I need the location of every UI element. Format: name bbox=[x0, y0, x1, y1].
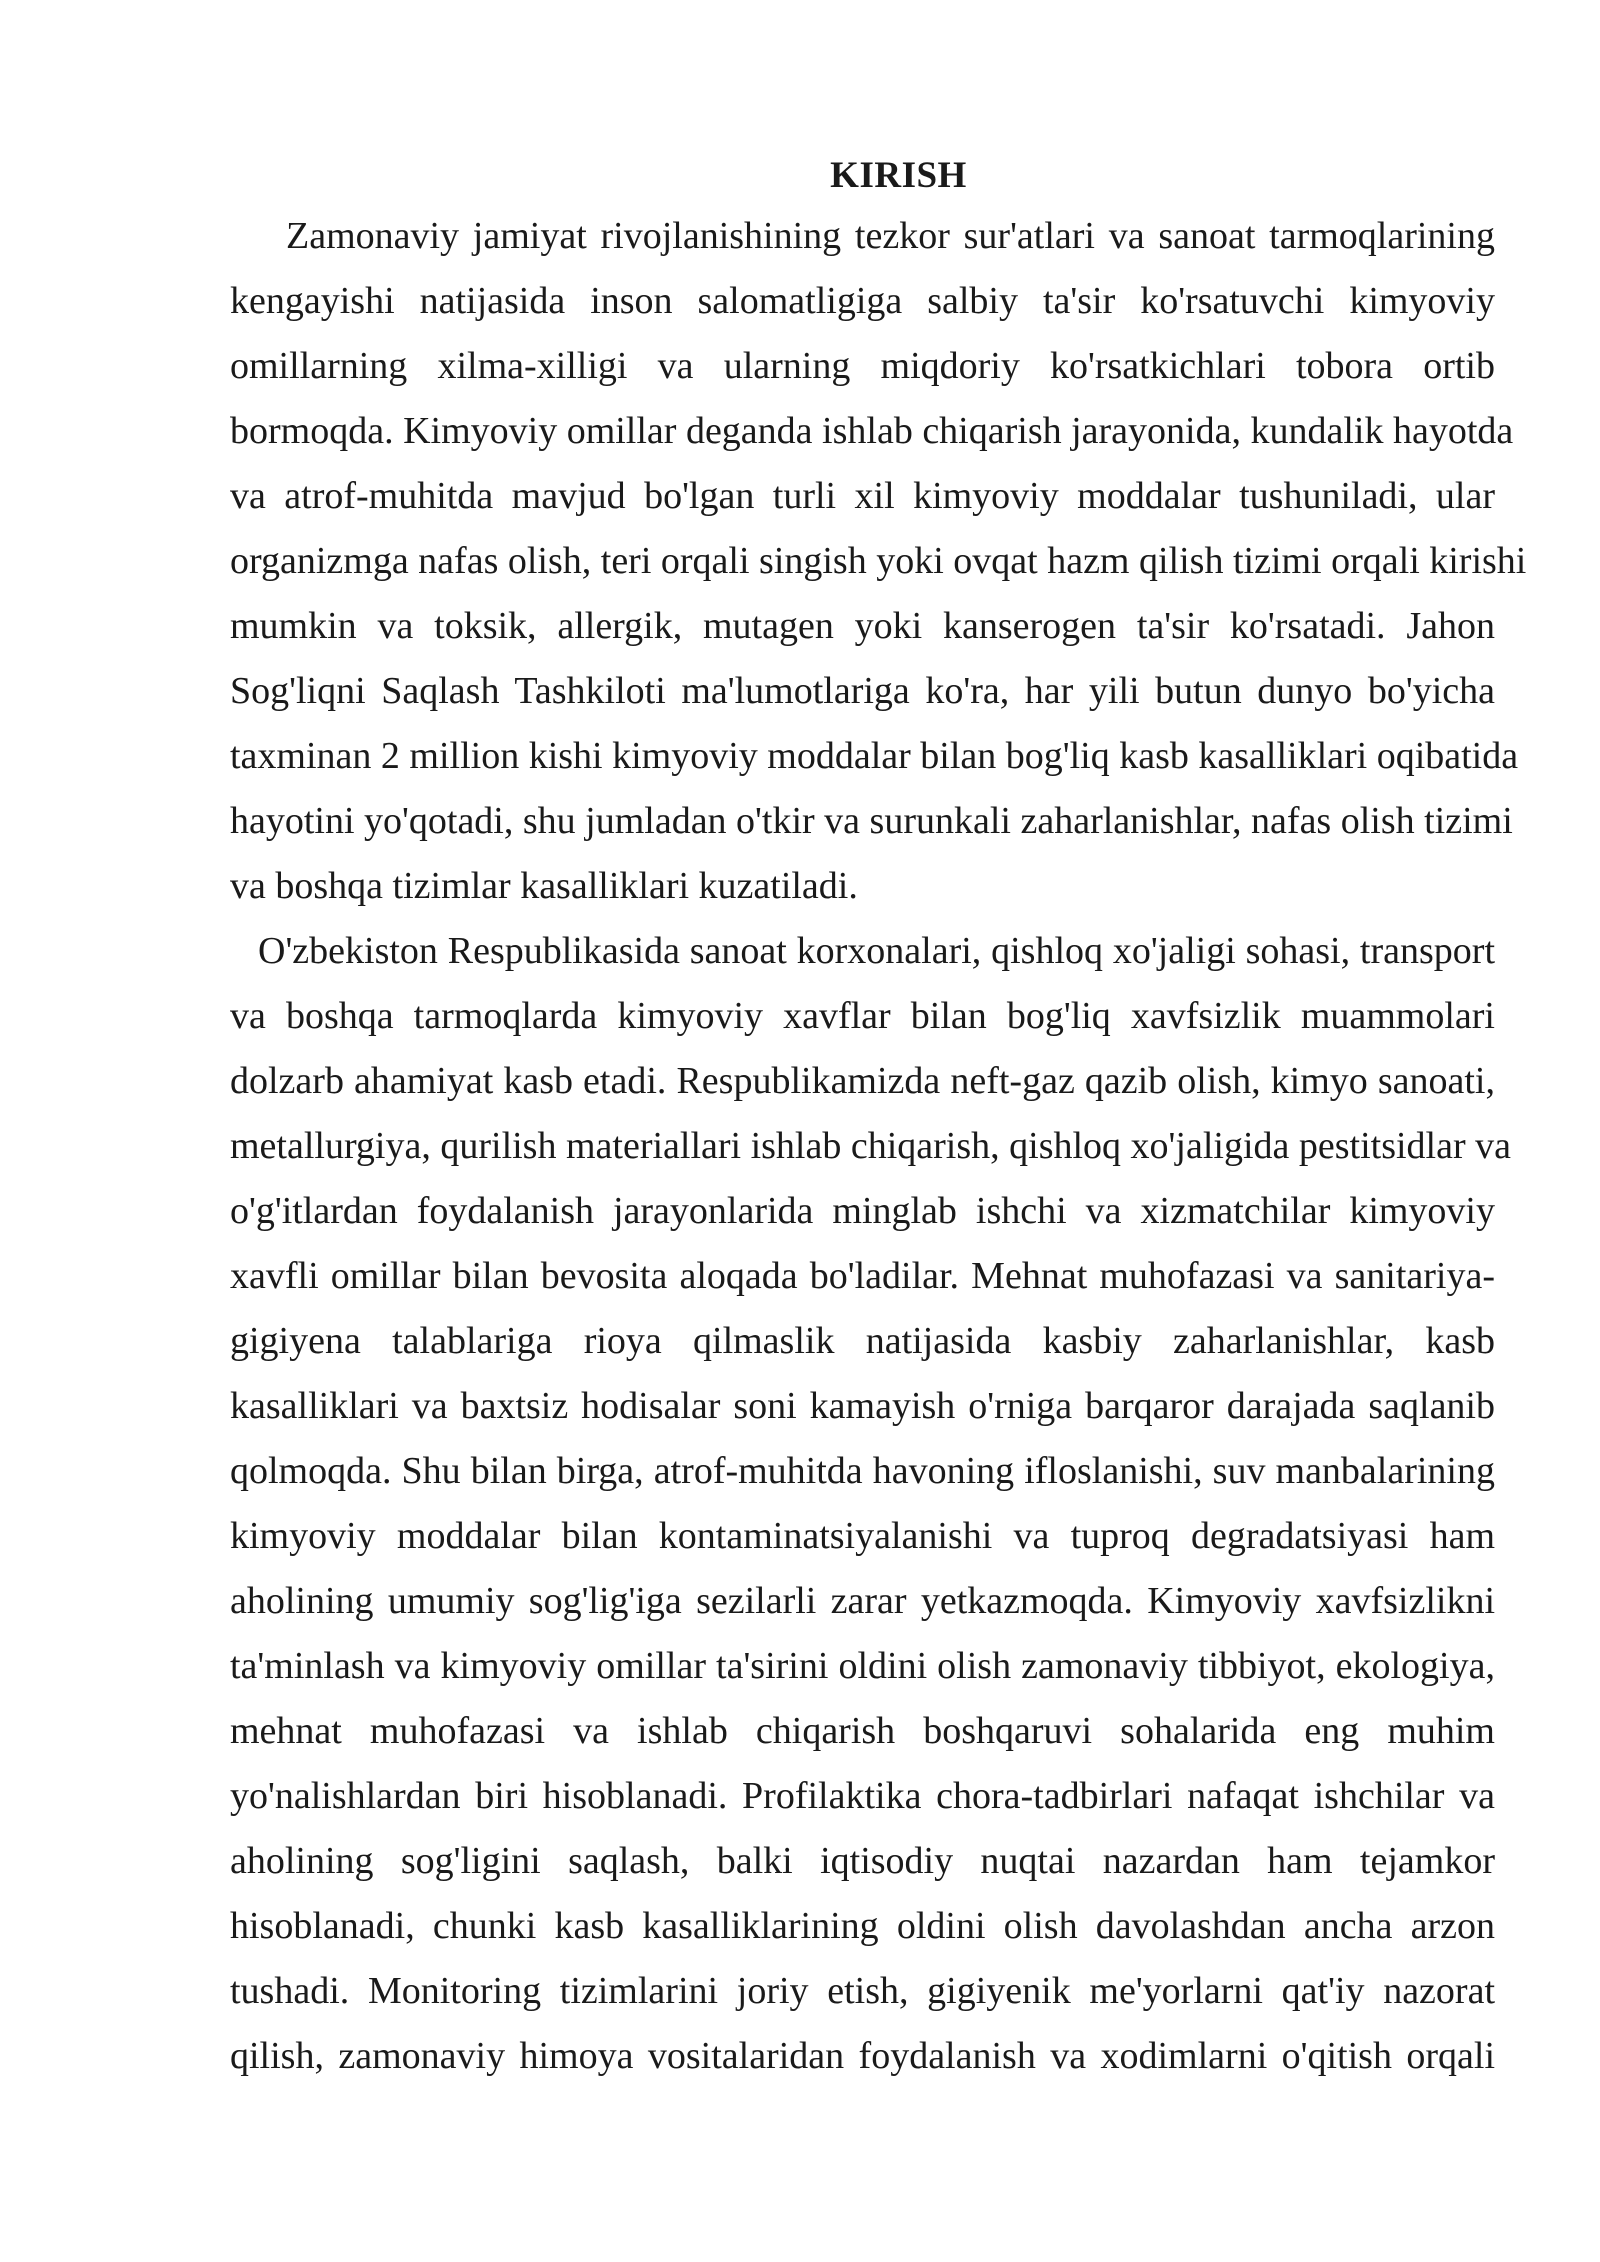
paragraph-line: o'g'itlardan foydalanish jarayonlarida minglab ishchi va xizmatchilar kimyoviy bbox=[230, 1190, 1495, 1232]
paragraph-line: hisoblanadi, chunki kasb kasalliklarining oldini olish davolashdan ancha arzon bbox=[230, 1905, 1495, 1947]
paragraph-line: organizmga nafas olish, teri orqali singish yoki ovqat hazm qilish tizimi orqali kirishi bbox=[230, 540, 1527, 582]
paragraph-line: gigiyena talablariga rioya qilmaslik natijasida kasbiy zaharlanishlar, kasb bbox=[230, 1320, 1495, 1362]
paragraph-line: qolmoqda. Shu bilan birga, atrof-muhitda havoning ifloslanishi, suv manbalarining bbox=[230, 1450, 1495, 1492]
paragraph-line: ta'minlash va kimyoviy omillar ta'sirini oldini olish zamonaviy tibbiyot, ekologiya, bbox=[230, 1645, 1495, 1687]
paragraph-line: metallurgiya, qurilish materiallari ishlab chiqarish, qishloq xo'jaligida pestitsidlar va bbox=[230, 1125, 1511, 1167]
paragraph-line: yo'nalishlardan biri hisoblanadi. Profilaktika chora-tadbirlari nafaqat ishchilar va bbox=[230, 1775, 1495, 1817]
paragraph-2 bbox=[230, 919, 1511, 2089]
paragraph-line: omillarning xilma-xilligi va ularning miqdoriy ko'rsatkichlari tobora ortib bbox=[230, 345, 1495, 387]
paragraph-1 bbox=[230, 204, 1527, 919]
paragraph-line: mumkin va toksik, allergik, mutagen yoki kanserogen ta'sir ko'rsatadi. Jahon bbox=[230, 605, 1495, 647]
paragraph-line: bormoqda. Kimyoviy omillar deganda ishlab chiqarish jarayonida, kundalik hayotda bbox=[230, 410, 1514, 452]
paragraph-line: aholining sog'ligini saqlash, balki iqtisodiy nuqtai nazardan ham tejamkor bbox=[230, 1840, 1495, 1882]
paragraph-line: tushadi. Monitoring tizimlarini joriy etish, gigiyenik me'yorlarni qat'iy nazorat bbox=[230, 1970, 1495, 2012]
document-body bbox=[230, 148, 1527, 2089]
paragraph-line: va boshqa tarmoqlarda kimyoviy xavflar bilan bog'liq xavfsizlik muammolari bbox=[230, 995, 1495, 1037]
page-title: KIRISH bbox=[830, 155, 967, 196]
paragraph-line: xavfli omillar bilan bevosita aloqada bo'ladilar. Mehnat muhofazasi va sanitariya- bbox=[230, 1255, 1495, 1297]
paragraph-line: va atrof-muhitda mavjud bo'lgan turli xil kimyoviy moddalar tushuniladi, ular bbox=[230, 475, 1495, 517]
paragraph-line: mehnat muhofazasi va ishlab chiqarish boshqaruvi sohalarida eng muhim bbox=[230, 1710, 1495, 1752]
paragraph-line: O'zbekiston Respublikasida sanoat korxonalari, qishloq xo'jaligi sohasi, transport bbox=[258, 930, 1495, 972]
paragraph-line: va boshqa tizimlar kasalliklari kuzatiladi. bbox=[230, 865, 858, 907]
paragraph-line: qilish, zamonaviy himoya vositalaridan foydalanish va xodimlarni o'qitish orqali bbox=[230, 2035, 1495, 2077]
paragraph-line: Zamonaviy jamiyat rivojlanishining tezkor sur'atlari va sanoat tarmoqlarining bbox=[286, 215, 1495, 257]
paragraph-line: kasalliklari va baxtsiz hodisalar soni kamayish o'rniga barqaror darajada saqlanib bbox=[230, 1385, 1495, 1427]
paragraph-line: dolzarb ahamiyat kasb etadi. Respublikamizda neft-gaz qazib olish, kimyo sanoati, bbox=[230, 1060, 1495, 1102]
paragraph-line: Sog'liqni Saqlash Tashkiloti ma'lumotlariga ko'ra, har yili butun dunyo bo'yicha bbox=[230, 670, 1495, 712]
paragraph-line: taxminan 2 million kishi kimyoviy moddalar bilan bog'liq kasb kasalliklari oqibatida bbox=[230, 735, 1519, 777]
paragraph-line: kimyoviy moddalar bilan kontaminatsiyalanishi va tuproq degradatsiyasi ham bbox=[230, 1515, 1495, 1557]
paragraph-line: aholining umumiy sog'lig'iga sezilarli zarar yetkazmoqda. Kimyoviy xavfsizlikni bbox=[230, 1580, 1495, 1622]
paragraph-line: kengayishi natijasida inson salomatligiga salbiy ta'sir ko'rsatuvchi kimyoviy bbox=[230, 280, 1495, 322]
paragraph-line: hayotini yo'qotadi, shu jumladan o'tkir va surunkali zaharlanishlar, nafas olish tizimi bbox=[230, 800, 1513, 842]
